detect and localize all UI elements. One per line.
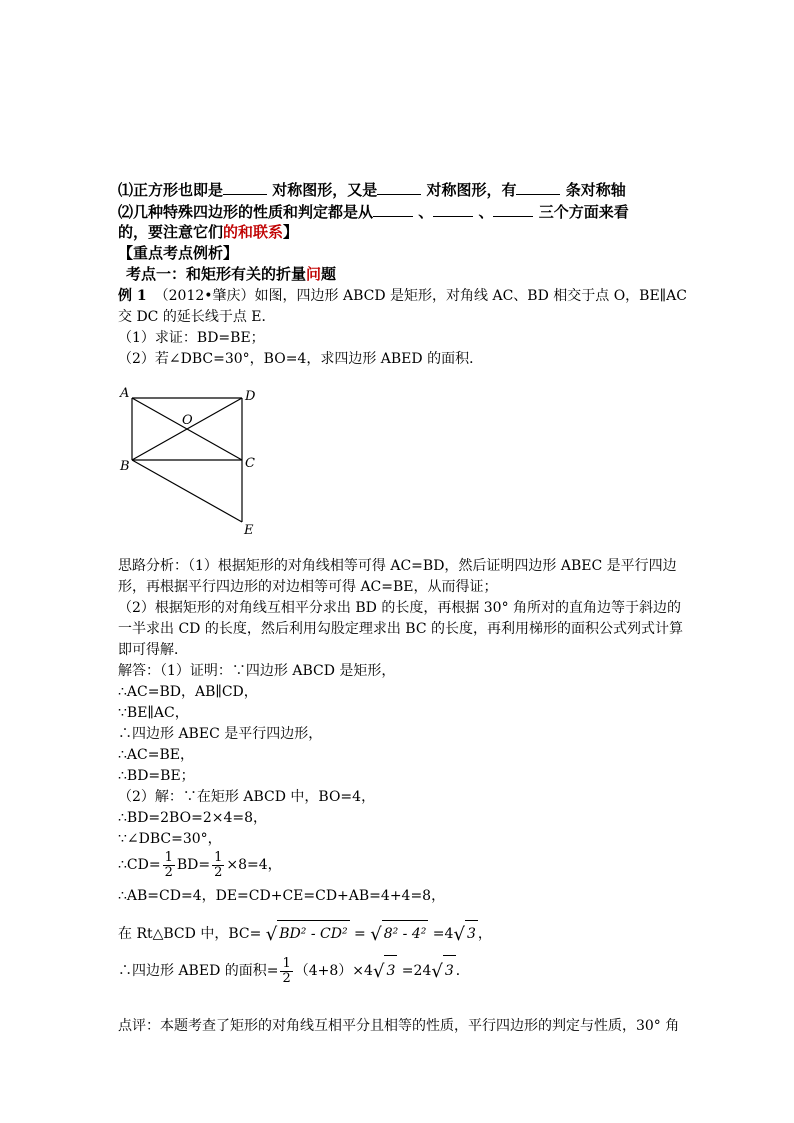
kaodian-text: 题 (321, 265, 337, 283)
example-line-2: 交 DC 的延长线于点 E． (118, 309, 276, 325)
comment-line: 点评：本题考查了矩形的对角线互相平分且相等的性质，平行四边形的判定与性质，30° 角 (118, 1018, 680, 1034)
radicand: 3 (384, 955, 397, 986)
label-c: C (245, 456, 255, 471)
fill-blank (433, 202, 473, 217)
fill-blank (377, 180, 421, 195)
review-item-2-cont (118, 222, 298, 242)
question-2: （2）若∠DBC=30°，BO=4，求四边形 ABED 的面积． (118, 351, 484, 367)
review-text: 、 (413, 203, 434, 221)
review-item-2 (118, 202, 629, 222)
kaodian-red-char: 问 (306, 265, 322, 283)
sqrt-icon: √ (453, 924, 465, 945)
solution-line: ∵BE∥AC， (118, 705, 189, 721)
review-text: 对称图形，有 (421, 181, 517, 199)
rectangle-diagram (112, 382, 272, 542)
solution-line: ∴BD=BE； (118, 768, 195, 784)
analysis-line-1: 思路分析：（1）根据矩形的对角线相等可得 AC=BD，然后证明四边形 ABEC 是平行四边 (118, 558, 677, 574)
solution-line-fraction (118, 850, 282, 880)
solution-line-bc (118, 920, 492, 948)
label-b: B (120, 459, 130, 474)
solution-text: =24 (397, 963, 432, 979)
solution-text: ． (455, 963, 470, 979)
review-text: 条对称轴 (560, 181, 626, 199)
fraction-half: $\frac{1}{2}$ (164, 849, 173, 880)
solution-text: ∴四边形 ABED 的面积= (118, 963, 279, 979)
review-text: 】 (283, 223, 299, 241)
radicand: 3 (443, 955, 456, 986)
solution-line: （2）解：∵在矩形 ABCD 中，BO=4， (118, 789, 376, 805)
segment-be (132, 460, 242, 522)
solution-text: ×8=4， (226, 857, 282, 873)
kaodian-text: 考点一：和矩形有关的折量 (126, 265, 307, 283)
fill-blank (373, 202, 413, 217)
sqrt-icon: √ (372, 961, 385, 982)
sqrt-icon: √ (370, 924, 382, 945)
solution-line-area (118, 955, 470, 987)
solution-text: ∴CD= (118, 857, 161, 873)
solution-line: ∴AB=CD=4，DE=CD+CE=CD+AB=4+4=8， (118, 888, 446, 904)
solution-line: ∴四边形 ABEC 是平行四边形， (118, 726, 323, 742)
review-text: 三个方面来看 (533, 203, 629, 221)
sqrt-icon: √ (431, 961, 443, 982)
radicand: BD² - CD² (277, 920, 349, 947)
review-text: 的，要注意它们 (118, 223, 224, 241)
example-line-1 (118, 286, 687, 306)
review-item-1 (118, 180, 626, 200)
solution-text: （4+8）×4 (294, 963, 373, 979)
example-text: （2012•肇庆）如图，四边形 ABCD 是矩形，对角线 AC、BD 相交于点 O，BE∥AC (154, 288, 687, 304)
solution-text: ， (477, 926, 492, 942)
review-text: 、 (473, 203, 494, 221)
fraction-half: $\frac{1}{2}$ (282, 955, 291, 986)
analysis-line-4: 一半求出 CD 的长度，然后利用勾股定理求出 BC 的长度，再利用梯形的面积公式列式计算 (118, 621, 683, 637)
solution-line: ∵∠DBC=30°， (118, 831, 222, 847)
analysis-line-2: 形，再根据平行四边形的对边相等可得 AC=BE，从而得证； (118, 579, 498, 595)
example-label: 例 1 (118, 288, 147, 304)
sqrt-icon: √ (265, 924, 278, 945)
analysis-line-3: （2）根据矩形的对角线互相平分求出 BD 的长度，再根据 30° 角所对的直角边等于斜边的 (118, 600, 682, 616)
solution-text: = (349, 926, 371, 942)
fraction-half: $\frac{1}{2}$ (214, 849, 223, 880)
solution-line: ∴BD=2BO=2×4=8， (118, 810, 267, 826)
solution-text: BD= (176, 857, 211, 873)
review-text: 对称图形，又是 (267, 181, 378, 199)
review-text: ⑵几种特殊四边形的性质和判定都是从 (118, 203, 374, 221)
fill-blank (223, 180, 267, 195)
radicand: 8² - 4² (382, 920, 429, 947)
analysis-line-5: 即可得解． (118, 642, 188, 658)
fill-blank (516, 180, 560, 195)
solution-text: 在 Rt△BCD 中，BC= (118, 926, 262, 942)
solution-text: =4 (428, 926, 454, 942)
label-o: O (182, 413, 193, 428)
label-e: E (244, 523, 254, 538)
kaodian-title (126, 264, 336, 284)
radicand: 3 (465, 920, 478, 947)
label-d: D (245, 389, 256, 404)
label-a: A (120, 386, 130, 401)
solution-line: ∴AC=BD，AB∥CD， (118, 684, 258, 700)
fill-blank (493, 202, 533, 217)
review-text: ⑴正方形也即是 (118, 181, 224, 199)
section-title: 【重点考点例析】 (118, 244, 239, 262)
solution-line: ∴AC=BE， (118, 747, 194, 763)
question-1: （1）求证：BD=BE； (118, 330, 265, 346)
review-red-text: 的和联系 (223, 223, 284, 241)
solution-line: 解答：（1）证明：∵四边形 ABCD 是矩形， (118, 663, 396, 679)
